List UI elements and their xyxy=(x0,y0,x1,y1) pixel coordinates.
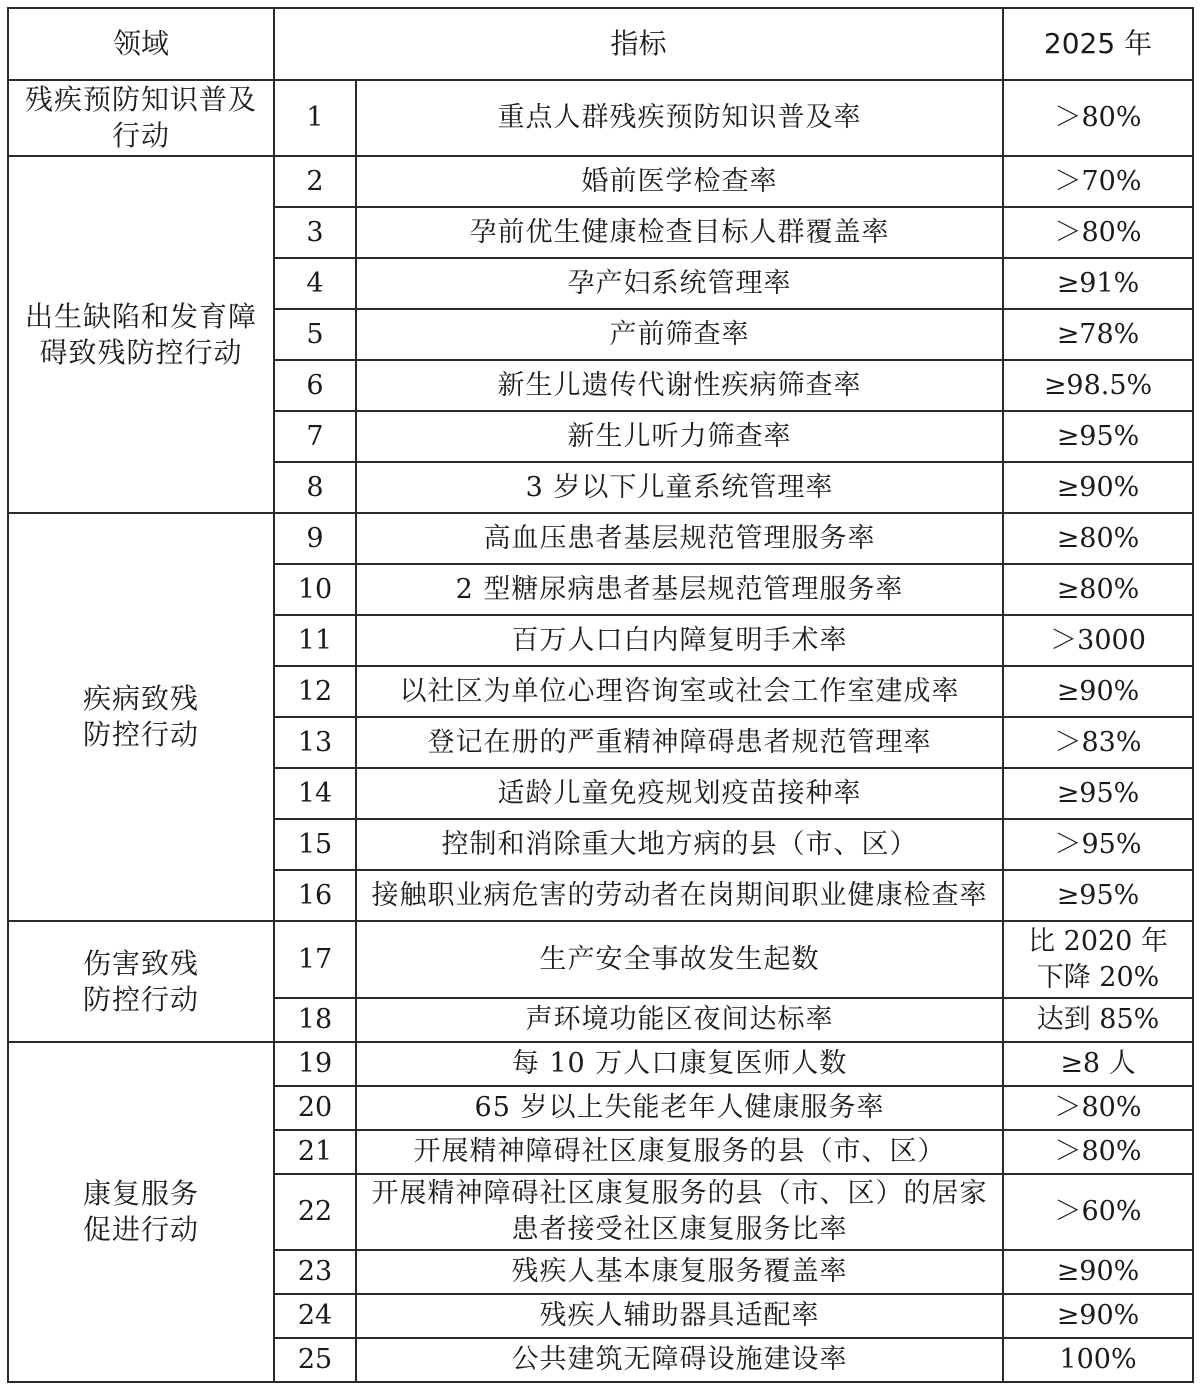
target-cell xyxy=(1003,156,1193,207)
row-number: 7 xyxy=(274,411,356,462)
indicator-cell: 声环境功能区夜间达标率 xyxy=(356,998,1003,1042)
target-cell xyxy=(1003,1130,1193,1174)
target-value: ≥91% xyxy=(1056,267,1140,299)
target-value: ≥95% xyxy=(1056,777,1140,809)
indicator-cell: 孕前优生健康检查目标人群覆盖率 xyxy=(356,207,1003,258)
target-cell xyxy=(1003,411,1193,462)
indicator-cell: 产前筛查率 xyxy=(356,309,1003,360)
row-number: 19 xyxy=(274,1042,356,1086)
header-year: 2025 年 xyxy=(1003,8,1193,80)
table-row xyxy=(8,921,1193,998)
header-domain: 领域 xyxy=(8,8,274,80)
target-cell xyxy=(1003,870,1193,921)
target-cell xyxy=(1003,1042,1193,1086)
row-number: 21 xyxy=(274,1130,356,1174)
target-value: ≥95% xyxy=(1056,879,1140,911)
target-cell xyxy=(1003,1086,1193,1130)
target-value: ＞80% xyxy=(1054,1136,1142,1167)
indicator-cell: 登记在册的严重精神障碍患者规范管理率 xyxy=(356,717,1003,768)
domain-cell xyxy=(8,1042,274,1382)
target-cell xyxy=(1003,717,1193,768)
domain-label: 疾病致残防控行动 xyxy=(82,682,199,751)
target-value: ≥95% xyxy=(1056,420,1140,452)
row-number: 3 xyxy=(274,207,356,258)
target-cell xyxy=(1003,564,1193,615)
row-number: 16 xyxy=(274,870,356,921)
row-number: 10 xyxy=(274,564,356,615)
target-value: ＞80% xyxy=(1054,216,1142,248)
target-cell xyxy=(1003,462,1193,513)
target-cell xyxy=(1003,921,1193,998)
row-number: 14 xyxy=(274,768,356,819)
header-row xyxy=(8,8,1193,80)
indicator-cell: 接触职业病危害的劳动者在岗期间职业健康检查率 xyxy=(356,870,1003,921)
indicator-cell: 65 岁以上失能老年人健康服务率 xyxy=(356,1086,1003,1130)
table-row xyxy=(8,80,1193,156)
target-cell xyxy=(1003,768,1193,819)
row-number: 4 xyxy=(274,258,356,309)
target-value: ≥90% xyxy=(1056,675,1140,707)
target-value: ＞60% xyxy=(1054,1196,1142,1227)
target-value: ≥78% xyxy=(1056,318,1140,350)
header-indicator: 指标 xyxy=(274,8,1003,80)
target-value: ≥8 人 xyxy=(1060,1048,1136,1079)
indicator-cell: 2 型糖尿病患者基层规范管理服务率 xyxy=(356,564,1003,615)
domain-cell xyxy=(8,921,274,1042)
target-value: ≥90% xyxy=(1056,471,1140,503)
target-cell xyxy=(1003,1174,1193,1250)
indicator-cell: 每 10 万人口康复医师人数 xyxy=(356,1042,1003,1086)
domain-cell xyxy=(8,156,274,513)
target-cell xyxy=(1003,998,1193,1042)
indicator-cell: 婚前医学检查率 xyxy=(356,156,1003,207)
target-cell xyxy=(1003,80,1193,156)
indicator-cell: 孕产妇系统管理率 xyxy=(356,258,1003,309)
row-number: 13 xyxy=(274,717,356,768)
row-number: 5 xyxy=(274,309,356,360)
target-cell xyxy=(1003,1250,1193,1294)
indicator-cell: 新生儿遗传代谢性疾病筛查率 xyxy=(356,360,1003,411)
target-value: ＞80% xyxy=(1054,1092,1142,1123)
indicator-cell: 适龄儿童免疫规划疫苗接种率 xyxy=(356,768,1003,819)
row-number: 2 xyxy=(274,156,356,207)
indicator-cell: 以社区为单位心理咨询室或社会工作室建成率 xyxy=(356,666,1003,717)
row-number: 25 xyxy=(274,1338,356,1382)
target-cell xyxy=(1003,666,1193,717)
target-cell xyxy=(1003,258,1193,309)
table-row xyxy=(8,156,1193,207)
target-value: ≥80% xyxy=(1056,573,1140,605)
row-number: 12 xyxy=(274,666,356,717)
target-cell xyxy=(1003,360,1193,411)
target-value: 比 2020 年下降 20% xyxy=(1028,925,1168,993)
domain-cell xyxy=(8,513,274,921)
indicator-cell: 控制和消除重大地方病的县（市、区） xyxy=(356,819,1003,870)
target-cell xyxy=(1003,207,1193,258)
indicator-cell: 公共建筑无障碍设施建设率 xyxy=(356,1338,1003,1382)
row-number: 9 xyxy=(274,513,356,564)
indicator-cell: 百万人口白内障复明手术率 xyxy=(356,615,1003,666)
target-value: 达到 85% xyxy=(1036,1004,1160,1035)
target-value: ＞95% xyxy=(1054,828,1142,860)
row-number: 20 xyxy=(274,1086,356,1130)
target-cell xyxy=(1003,309,1193,360)
domain-label: 康复服务促进行动 xyxy=(82,1177,199,1246)
indicator-table xyxy=(7,7,1194,1383)
indicator-cell: 开展精神障碍社区康复服务的县（市、区） xyxy=(356,1130,1003,1174)
row-number: 6 xyxy=(274,360,356,411)
indicator-cell: 3 岁以下儿童系统管理率 xyxy=(356,462,1003,513)
target-value: ＞70% xyxy=(1054,165,1142,197)
target-cell xyxy=(1003,615,1193,666)
row-number: 17 xyxy=(274,921,356,998)
row-number: 23 xyxy=(274,1250,356,1294)
indicator-cell: 新生儿听力筛查率 xyxy=(356,411,1003,462)
target-value: ＞83% xyxy=(1054,726,1142,758)
domain-cell xyxy=(8,80,274,156)
indicator-cell: 开展精神障碍社区康复服务的县（市、区）的居家患者接受社区康复服务比率 xyxy=(356,1174,1003,1250)
row-number: 15 xyxy=(274,819,356,870)
indicator-cell: 残疾人辅助器具适配率 xyxy=(356,1294,1003,1338)
row-number: 22 xyxy=(274,1174,356,1250)
target-value: ≥90% xyxy=(1056,1300,1140,1331)
row-number: 11 xyxy=(274,615,356,666)
target-value: ＞3000 xyxy=(1050,624,1146,656)
target-cell xyxy=(1003,1338,1193,1382)
indicator-cell: 高血压患者基层规范管理服务率 xyxy=(356,513,1003,564)
target-value: ＞80% xyxy=(1054,102,1142,133)
table-row xyxy=(8,1042,1193,1086)
target-value: ≥80% xyxy=(1056,522,1140,554)
domain-label: 残疾预防知识普及行动 xyxy=(24,83,257,152)
target-cell xyxy=(1003,819,1193,870)
target-value: ≥90% xyxy=(1056,1256,1140,1287)
target-cell xyxy=(1003,1294,1193,1338)
target-cell xyxy=(1003,513,1193,564)
domain-label: 伤害致残防控行动 xyxy=(82,946,199,1016)
row-number: 18 xyxy=(274,998,356,1042)
row-number: 1 xyxy=(274,80,356,156)
indicator-cell: 残疾人基本康复服务覆盖率 xyxy=(356,1250,1003,1294)
indicator-cell: 重点人群残疾预防知识普及率 xyxy=(356,80,1003,156)
row-number: 24 xyxy=(274,1294,356,1338)
row-number: 8 xyxy=(274,462,356,513)
indicator-cell: 生产安全事故发生起数 xyxy=(356,921,1003,998)
domain-label: 出生缺陷和发育障碍致残防控行动 xyxy=(24,299,257,369)
target-value: ≥98.5% xyxy=(1043,369,1153,401)
target-value: 100% xyxy=(1059,1344,1137,1375)
table-row xyxy=(8,513,1193,564)
